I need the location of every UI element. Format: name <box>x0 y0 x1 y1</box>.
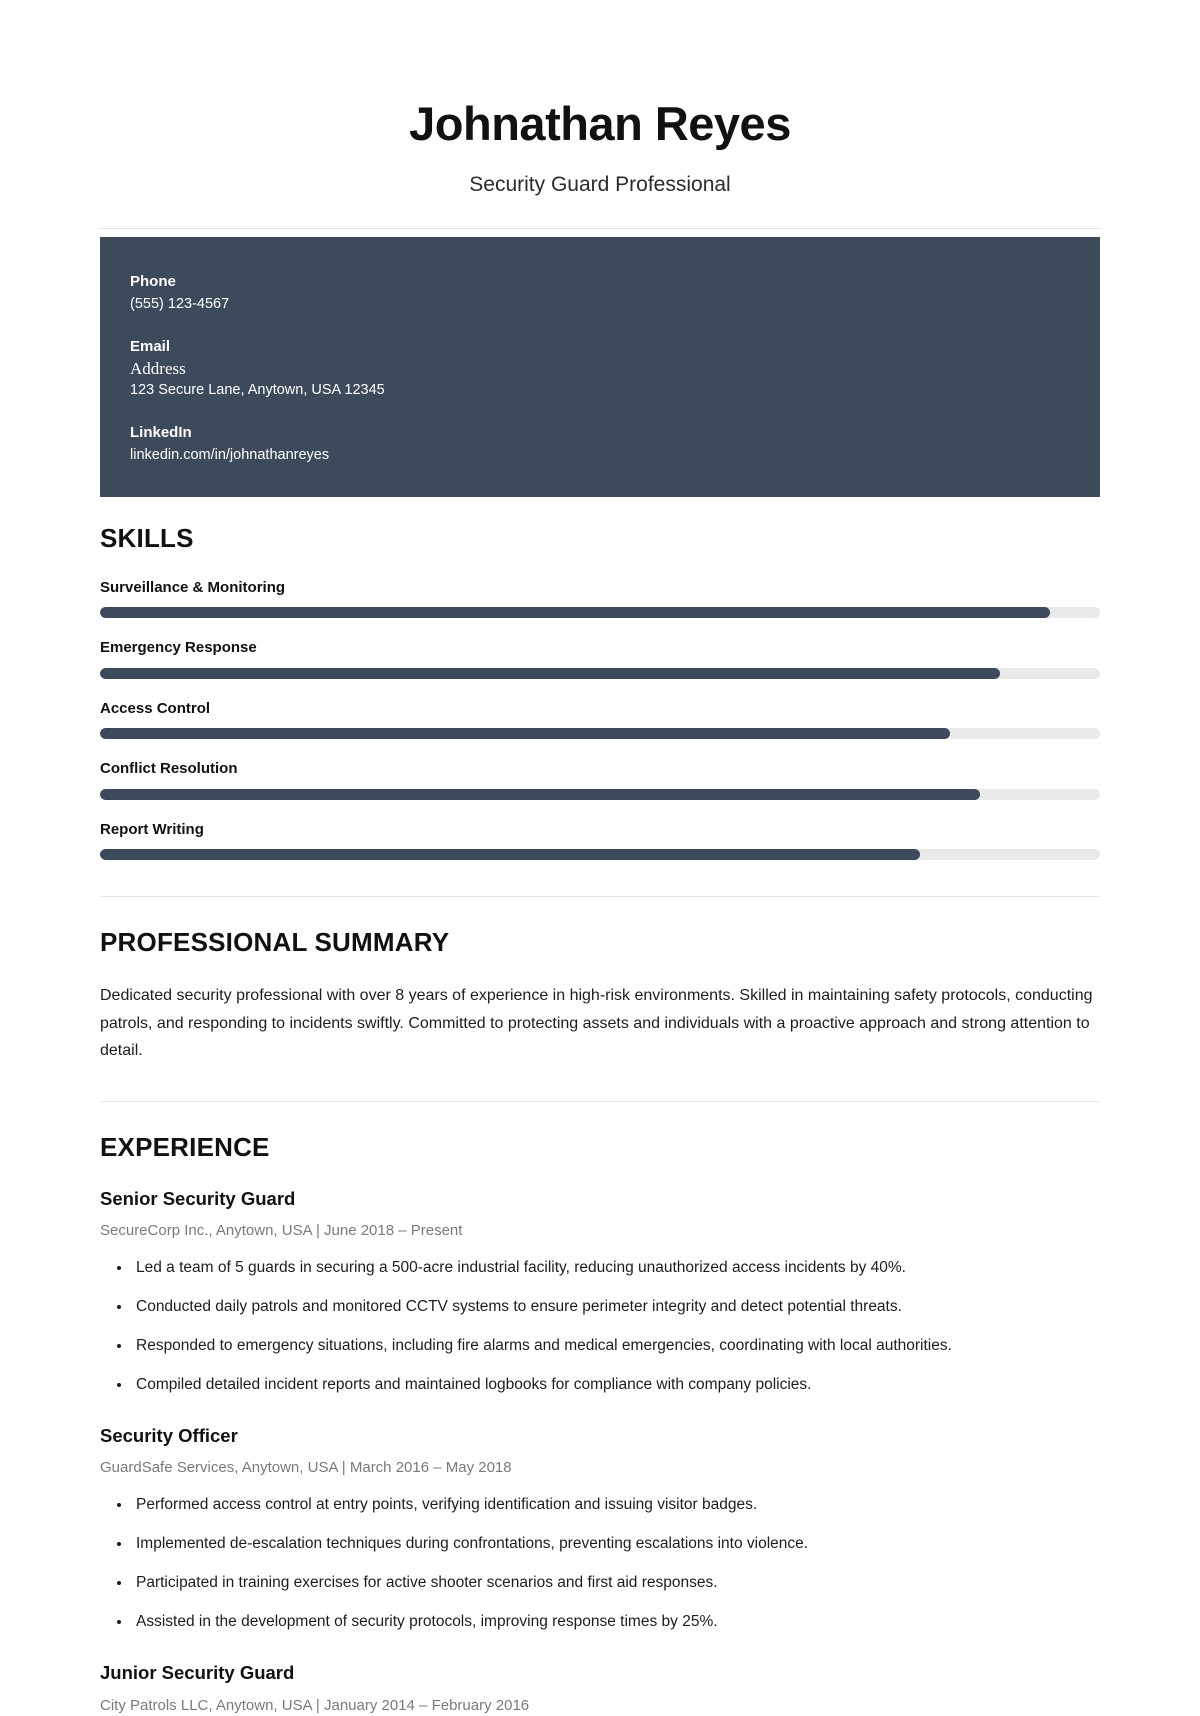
experience-company-dates: SecureCorp Inc., Anytown, USA | June 2018 – Present <box>100 1222 463 1240</box>
skill-progress-fill <box>100 849 920 860</box>
candidate-name: Johnathan Reyes <box>409 97 791 150</box>
experience-role: Junior Security Guard <box>100 1662 295 1684</box>
skill-progress-track <box>100 789 1100 800</box>
skills-summary-divider <box>100 896 1100 897</box>
experience-bullet: • Compiled detailed incident reports and maintained logbooks for compliance with company policies. <box>132 1372 1100 1398</box>
summary-experience-divider <box>100 1101 1100 1102</box>
email-label: Email <box>130 337 171 355</box>
experience-bullet-list <box>100 1255 1100 1398</box>
experience-section-title: EXPERIENCE <box>100 1131 270 1162</box>
skill-name: Access Control <box>100 699 211 717</box>
skill-progress-fill <box>100 607 1050 618</box>
contact-item-phone <box>130 271 1070 316</box>
experience-list <box>100 1187 1100 1716</box>
candidate-job-title: Security Guard Professional <box>469 172 731 196</box>
address-label: Address <box>130 358 186 378</box>
experience-bullet: • Performed access control at entry points, verifying identification and issuing visitor badges. <box>132 1492 1100 1518</box>
experience-entry <box>100 1187 1100 1398</box>
skill-progress-track <box>100 728 1100 739</box>
skill-progress-track <box>100 607 1100 618</box>
skill-name: Report Writing <box>100 820 204 838</box>
experience-company-dates: GuardSafe Services, Anytown, USA | March 2016 – May 2018 <box>100 1459 512 1477</box>
skill-item <box>100 699 1100 740</box>
contact-item-email-address <box>130 336 1070 402</box>
summary-text: Dedicated security professional with over 8 years of experience in high-risk environments. Skilled in maintaining safety protocols, conducting patrols, and responding to incidents swiftly. Committed to protecting assets and individuals with a proactive approach and strong attention to detail. <box>100 987 1093 1060</box>
experience-bullet: • Responded to emergency situations, including fire alarms and medical emergencies, coordinating with local authorities. <box>132 1333 1100 1359</box>
linkedin-value[interactable]: linkedin.com/in/johnathanreyes <box>130 446 330 463</box>
phone-value: (555) 123-4567 <box>130 295 230 312</box>
skill-item <box>100 820 1100 861</box>
skill-item <box>100 578 1100 619</box>
address-value: 123 Secure Lane, Anytown, USA 12345 <box>130 381 385 398</box>
experience-bullet-list <box>100 1492 1100 1635</box>
contact-item-linkedin <box>130 422 1070 467</box>
phone-label: Phone <box>130 272 176 290</box>
experience-entry <box>100 1424 1100 1635</box>
skill-progress-fill <box>100 668 1000 679</box>
skill-name: Surveillance & Monitoring <box>100 578 286 596</box>
summary-section-title: PROFESSIONAL SUMMARY <box>100 927 450 958</box>
skill-progress-fill <box>100 789 980 800</box>
skill-name: Emergency Response <box>100 639 257 657</box>
experience-company-dates: City Patrols LLC, Anytown, USA | January 2014 – February 2016 <box>100 1696 530 1714</box>
experience-bullet: • Conducted daily patrols and monitored CCTV systems to ensure perimeter integrity and detect potential threats. <box>132 1294 1100 1320</box>
header-divider <box>100 228 1100 229</box>
skills-section-title: SKILLS <box>100 522 194 553</box>
skill-item <box>100 638 1100 679</box>
skill-progress-track <box>100 849 1100 860</box>
summary-section <box>100 927 1100 1065</box>
linkedin-label: LinkedIn <box>130 424 192 441</box>
contact-block <box>100 237 1100 497</box>
resume-header <box>100 0 1100 229</box>
experience-bullet: • Implemented de-escalation techniques during confrontations, preventing escalations into violence. <box>132 1531 1100 1557</box>
skill-item <box>100 759 1100 800</box>
experience-role: Senior Security Guard <box>100 1187 296 1209</box>
skills-list <box>100 578 1100 861</box>
skills-section <box>100 523 1100 861</box>
skill-progress-track <box>100 668 1100 679</box>
skill-progress-fill <box>100 728 950 739</box>
experience-bullet: • Participated in training exercises for active shooter scenarios and first aid responses. <box>132 1570 1100 1596</box>
experience-section <box>100 1132 1100 1716</box>
experience-entry <box>100 1661 1100 1715</box>
experience-bullet: • Assisted in the development of security protocols, improving response times by 25%. <box>132 1609 1100 1635</box>
experience-role: Security Officer <box>100 1425 238 1447</box>
experience-bullet: • Led a team of 5 guards in securing a 500-acre industrial facility, reducing unauthorized access incidents by 40%. <box>132 1255 1100 1281</box>
skill-name: Conflict Resolution <box>100 760 238 778</box>
